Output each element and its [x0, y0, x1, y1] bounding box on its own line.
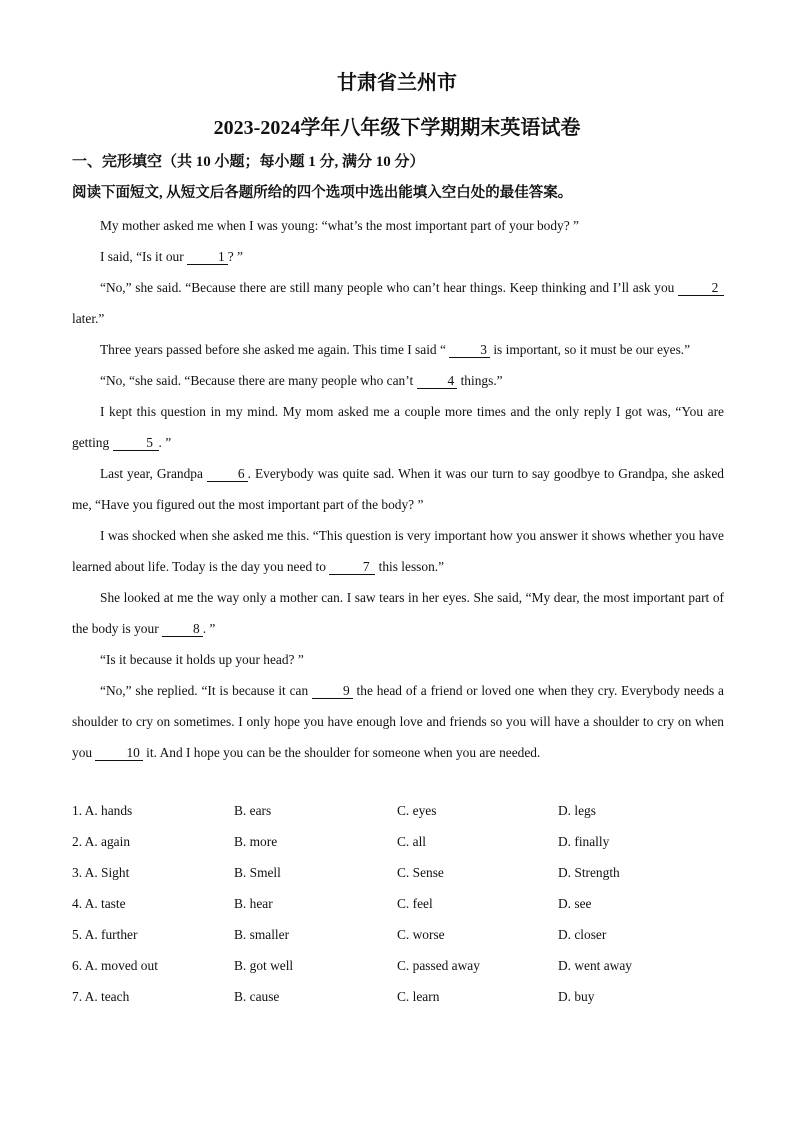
paragraph-text: “No, “she said. “Because there are many people who can’t: [100, 373, 417, 388]
option-a: 6. A. moved out: [72, 958, 158, 973]
option-b: B. cause: [234, 989, 280, 1004]
option-c: C. eyes: [397, 803, 437, 818]
blank-8: 8: [162, 621, 203, 637]
paragraph-text: I said, “Is it our: [100, 249, 188, 264]
question-row: [72, 834, 732, 865]
option-c: C. learn: [397, 989, 440, 1004]
paragraph-text: She looked at me the way only a mother can. I saw tears in her eyes. She said, “My dear, the most important part of the body is your: [72, 590, 724, 636]
option-a: 7. A. teach: [72, 989, 130, 1004]
blank-5: 5: [113, 435, 159, 451]
option-b: B. ears: [234, 803, 272, 818]
option-b: B. smaller: [234, 927, 290, 942]
option-a: 3. A. Sight: [72, 865, 130, 880]
option-d: D. Strength: [558, 865, 620, 880]
paragraph-11: [72, 675, 724, 768]
option-d: D. went away: [558, 958, 632, 973]
option-d: D. finally: [558, 834, 610, 849]
section-heading: 一、完形填空（共 10 小题；每小题 1 分, 满分 10 分）: [72, 154, 425, 170]
paragraph-5: [72, 365, 724, 396]
paragraph-3: [72, 272, 724, 334]
paragraph-text: “No,” she said. “Because there are still many people who can’t hear things. Keep thinking and I’ll ask you: [100, 280, 678, 295]
paragraph-text: things.”: [457, 373, 503, 388]
option-d: D. buy: [558, 989, 595, 1004]
paragraph-2: [72, 241, 724, 272]
paragraph-text: the head of a friend or loved one when they cry. Everybody needs a shoulder to cry on sometimes. I only hope you have enough love and friends so you will have a shoulder to cry on when you: [72, 683, 724, 760]
paragraph-text: it. And I hope you can be the shoulder for someone when you are needed.: [142, 745, 541, 760]
paragraph-10: [72, 644, 724, 675]
paragraph-6: [72, 396, 724, 458]
paragraph-text: My mother asked me when I was young: “what’s the most important part of your body? ”: [100, 218, 579, 233]
page-subtitle: 2023-2024学年八年级下学期期末英语试卷: [213, 117, 581, 139]
option-c: C. Sense: [397, 865, 444, 880]
option-b: B. hear: [234, 896, 273, 911]
option-a: 4. A. taste: [72, 896, 126, 911]
option-b: B. got well: [234, 958, 294, 973]
blank-10: 10: [95, 745, 142, 761]
option-a: 5. A. further: [72, 927, 138, 942]
question-row: [72, 896, 732, 927]
blank-2: 2: [678, 280, 724, 296]
paragraph-text: this lesson.”: [375, 559, 445, 574]
question-row: [72, 803, 732, 834]
paragraph-1: [72, 210, 724, 241]
blank-7: 7: [329, 559, 375, 575]
paragraph-text: I kept this question in my mind. My mom asked me a couple more times and the only reply I got was, “You are getting: [72, 404, 724, 450]
blank-6: 6: [207, 466, 248, 482]
question-row: [72, 989, 732, 1020]
page-title: 甘肃省兰州市: [337, 72, 457, 94]
paragraph-7: [72, 458, 724, 520]
paragraph-9: [72, 582, 724, 644]
paragraph-text: I was shocked when she asked me this. “This question is very important how you answer it shows whether you have learned about life. Today is the day you need to: [72, 528, 724, 574]
option-b: B. Smell: [234, 865, 281, 880]
paragraph-text: is important, so it must be our eyes.”: [489, 342, 691, 357]
paragraph-text: “No,” she replied. “It is because it can: [100, 683, 313, 698]
paragraph-text: Three years passed before she asked me again. This time I said “: [100, 342, 450, 357]
option-d: D. closer: [558, 927, 607, 942]
cloze-passage: [72, 210, 724, 768]
paragraph-text: . Everybody was quite sad. When it was our turn to say goodbye to Grandpa, she asked me, “Have you figured out the most important part of the body? ”: [72, 466, 724, 512]
paragraph-8: [72, 520, 724, 582]
question-row: [72, 927, 732, 958]
paragraph-text: later.”: [72, 311, 105, 326]
section-instruction: 阅读下面短文, 从短文后各题所给的四个选项中选出能填入空白处的最佳答案。: [72, 185, 573, 201]
option-b: B. more: [234, 834, 278, 849]
option-c: C. all: [397, 834, 427, 849]
paragraph-text: Last year, Grandpa: [100, 466, 207, 481]
paragraph-text: ? ”: [227, 249, 243, 264]
option-c: C. feel: [397, 896, 433, 911]
question-row: [72, 865, 732, 896]
blank-1: 1: [187, 249, 228, 265]
blank-9: 9: [312, 683, 353, 699]
option-c: C. passed away: [397, 958, 480, 973]
blank-4: 4: [417, 373, 458, 389]
option-a: 2. A. again: [72, 834, 131, 849]
paragraph-text: . ”: [158, 435, 172, 450]
option-d: D. legs: [558, 803, 596, 818]
answer-options: [72, 803, 732, 1020]
paragraph-text: . ”: [202, 621, 216, 636]
blank-3: 3: [449, 342, 490, 358]
question-row: [72, 958, 732, 989]
paragraph-4: [72, 334, 724, 365]
option-d: D. see: [558, 896, 592, 911]
option-a: 1. A. hands: [72, 803, 133, 818]
option-c: C. worse: [397, 927, 445, 942]
paragraph-text: “Is it because it holds up your head? ”: [100, 652, 304, 667]
